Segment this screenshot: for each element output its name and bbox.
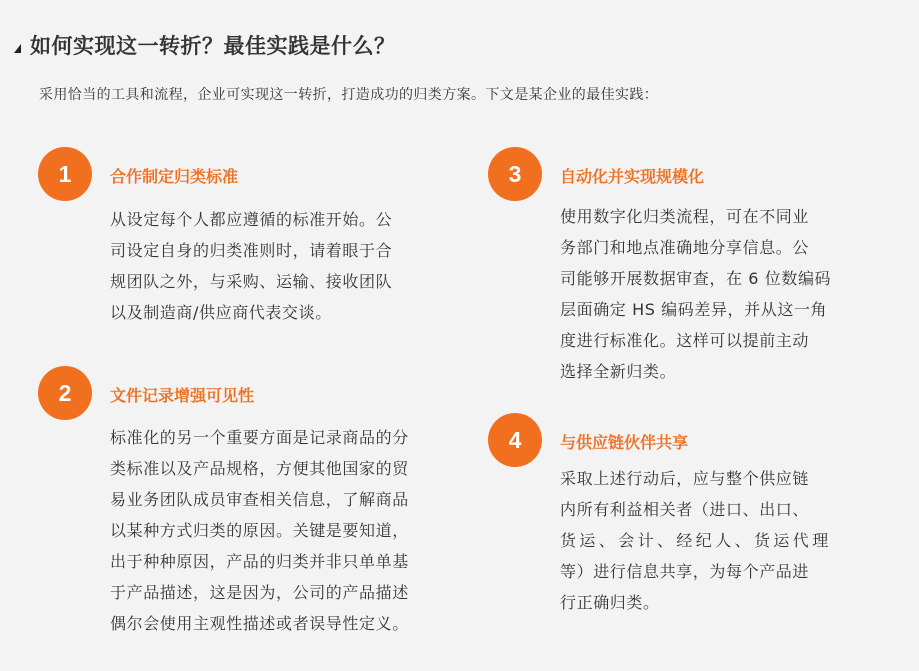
body-line: 等）进行信息共享，为每个产品进 [560, 562, 810, 581]
practice-body [110, 422, 440, 639]
practice-title: 自动化并实现规模化 [560, 167, 705, 186]
body-line: 从设定每个人都应遵循的标准开始。公 [110, 210, 393, 229]
body-line: 采取上述行动后，应与整个供应链 [560, 469, 810, 488]
body-line: 司能够开展数据审查，在 6 位数编码 [560, 269, 832, 288]
body-line: 易业务团队成员审查相关信息，了解商品 [110, 490, 409, 509]
practice-body [560, 463, 890, 618]
body-line: 司设定自身的归类准则时，请着眼于合 [110, 241, 393, 260]
body-line: 货运、会计、经纪人、货运代理 [560, 531, 832, 550]
practice-title: 文件记录增强可见性 [110, 386, 255, 405]
body-line: 标准化的另一个重要方面是记录商品的分 [110, 428, 409, 447]
number-badge: 1 [38, 147, 92, 201]
practice-body [110, 204, 440, 328]
practice-title: 合作制定归类标准 [110, 167, 239, 186]
body-line: 内所有利益相关者（进口、出口、 [560, 500, 810, 519]
number-badge: 3 [488, 147, 542, 201]
number-badge: 4 [488, 413, 542, 467]
body-line: 于产品描述，这是因为，公司的产品描述 [110, 583, 409, 602]
body-line: 使用数字化归类流程，可在不同业 [560, 207, 810, 226]
body-line: 类标准以及产品规格，方便其他国家的贸 [110, 459, 409, 478]
body-line: 规团队之外，与采购、运输、接收团队 [110, 272, 393, 291]
intro-text: 采用恰当的工具和流程，企业可实现这一转折，打造成功的归类方案。下文是某企业的最佳实践： [39, 87, 659, 103]
body-line: 务部门和地点准确地分享信息。公 [560, 238, 810, 257]
body-line: 行正确归类。 [560, 593, 660, 612]
number-badge: 2 [38, 366, 92, 420]
practice-body [560, 201, 890, 387]
body-line: 偶尔会使用主观性描述或者误导性定义。 [110, 614, 409, 633]
section-heading [14, 30, 396, 60]
collapse-triangle-icon[interactable] [14, 44, 21, 53]
body-line: 选择全新归类。 [560, 362, 677, 381]
body-line: 以某种方式归类的原因。关键是要知道， [110, 521, 409, 540]
body-line: 以及制造商/供应商代表交谈。 [110, 303, 332, 322]
body-line: 度进行标准化。这样可以提前主动 [560, 331, 810, 350]
heading-title: 如何实现这一转折？最佳实践是什么？ [30, 34, 396, 58]
body-line: 层面确定 HS 编码差异，并从这一角 [560, 300, 828, 319]
practice-title: 与供应链伙伴共享 [560, 433, 689, 452]
body-line: 出于种种原因，产品的归类并非只单单基 [110, 552, 409, 571]
